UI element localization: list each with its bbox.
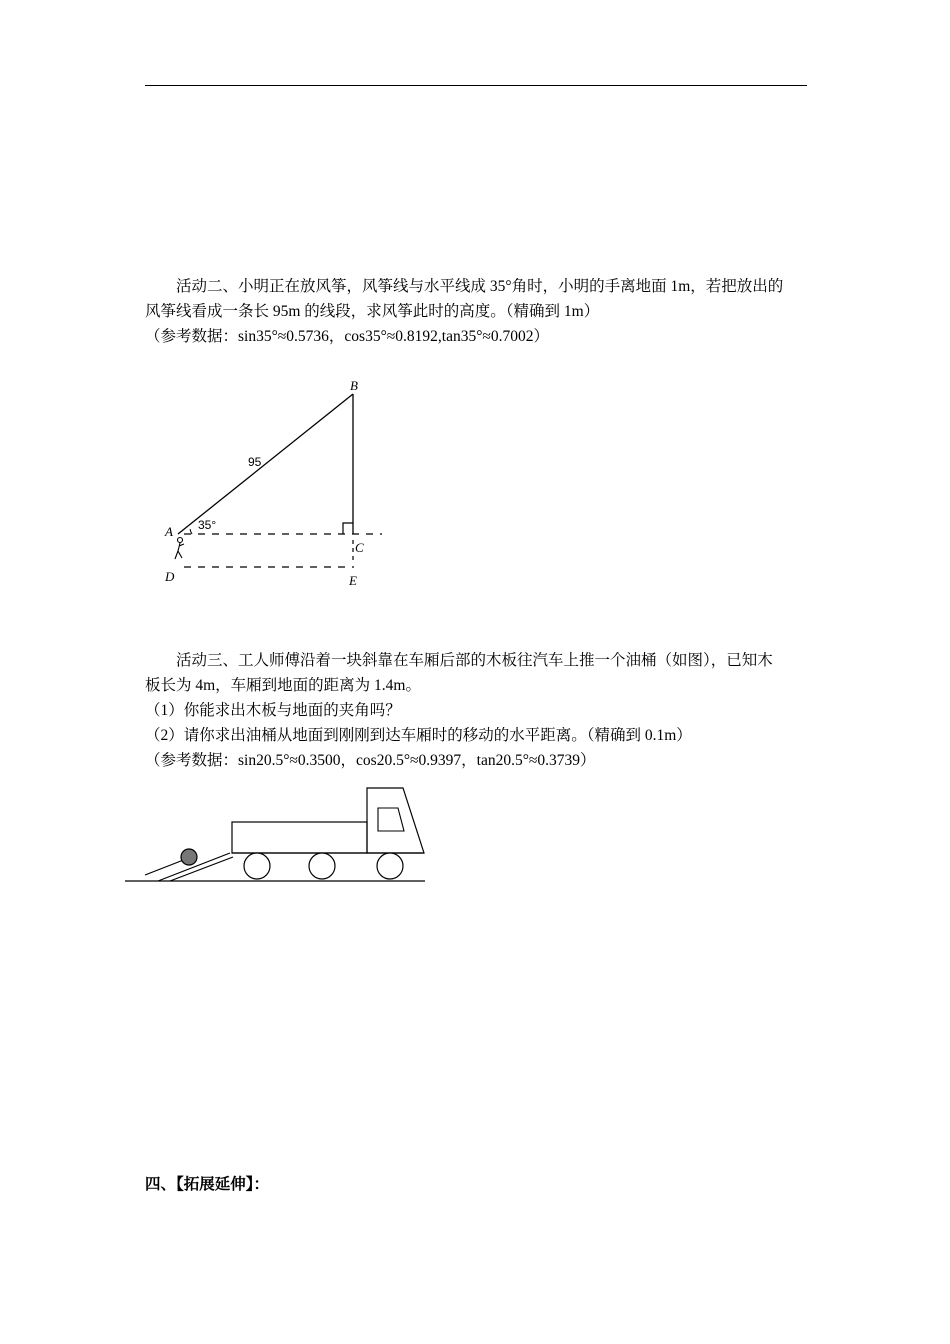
activity-three-line2: 板长为 4m，车厢到地面的距离为 1.4m。 (145, 677, 421, 694)
activity-three-reference: （参考数据：sin20.5°≈0.3500，cos20.5°≈0.9397，tan20.5°≈0.3739） (145, 752, 596, 769)
person-icon (175, 538, 184, 560)
wheel-middle (309, 853, 335, 879)
activity-three-question2: （2）请你求出油桶从地面到刚刚到达车厢时的移动的水平距离。（精确到 0.1m） (145, 727, 692, 744)
right-angle-mark (343, 523, 353, 534)
length-label: 95 (248, 455, 262, 469)
angle-arc (190, 529, 192, 534)
cab-window (378, 808, 404, 831)
activity-three-line1: 活动三、工人师傅沿着一块斜靠在车厢后部的木板往汽车上推一个油桶（如图），已知木 (176, 652, 773, 669)
activity-two (145, 274, 810, 349)
ramp-board-bottom (170, 857, 233, 881)
label-d: D (165, 569, 175, 584)
header-rule (145, 85, 807, 86)
label-b: B (350, 378, 358, 393)
section-four-title: 四、【拓展延伸】： (145, 1175, 270, 1193)
activity-three-question1: （1）你能求出木板与地面的夹角吗？ (145, 702, 401, 719)
truck-cargo-box (232, 822, 367, 853)
label-c: C (355, 540, 364, 555)
oil-barrel (181, 849, 197, 865)
kite-string-ab (178, 394, 353, 534)
truck-diagram (120, 780, 440, 890)
wheel-front (377, 853, 403, 879)
label-a: A (165, 524, 173, 539)
kite-diagram (140, 370, 400, 595)
activity-two-reference: （参考数据：sin35°≈0.5736，cos35°≈0.8192,tan35°≈0.7002） (145, 328, 550, 345)
activity-three (145, 648, 810, 773)
angle-label: 35° (198, 518, 217, 532)
activity-two-line1: 活动二、小明正在放风筝，风筝线与水平线成 35°角时，小明的手离地面 1m，若把放出的 (176, 278, 784, 295)
label-e: E (349, 573, 357, 588)
activity-two-line2: 风筝线看成一条长 95m 的线段，求风筝此时的高度。（精确到 1m） (145, 303, 600, 320)
wheel-rear (244, 853, 270, 879)
truck-cab (367, 788, 424, 853)
